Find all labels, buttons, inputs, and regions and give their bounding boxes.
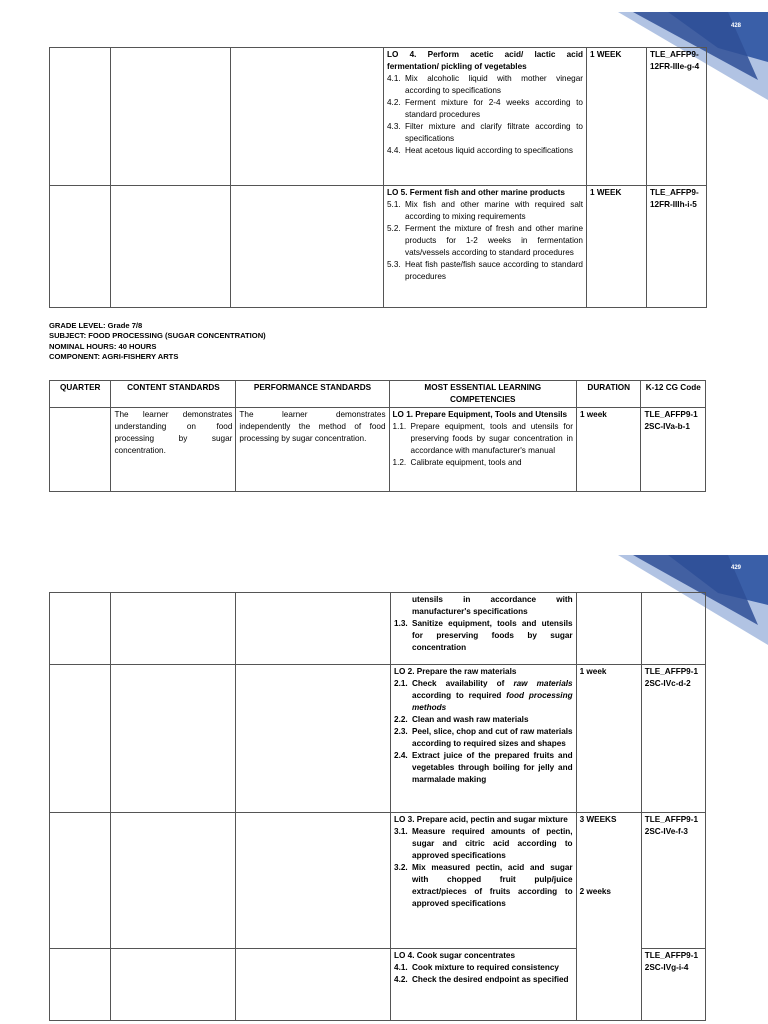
cg-code-cell: TLE_AFFP9-12SC-IVc-d-2 (641, 665, 705, 813)
page-number: 428 (730, 23, 741, 29)
quarter-cell (50, 593, 111, 665)
cg-code-cell: TLE_AFFP9-12FR-IIIe-g-4 (647, 48, 707, 186)
continued-text: utensils in accordance with manufacturer's specifications (412, 595, 573, 616)
duration-cell (576, 593, 641, 665)
content-standard-cell (111, 48, 231, 186)
duration-cell: 1 week (576, 665, 641, 813)
list-item: 4.3. Filter mixture and clarify filtrate according to specifications (387, 122, 583, 143)
content-standard-cell (111, 665, 235, 813)
quarter-cell (50, 186, 111, 308)
performance-standard-cell (235, 665, 390, 813)
duration-cell: 1 WEEK (587, 48, 647, 186)
duration-cell: 1 WEEK (587, 186, 647, 308)
list-item: 5.3. Heat fish paste/fish sauce according to standard procedures (387, 260, 583, 281)
list-item: 5.1. Mix fish and other marine with required salt according to mixing requirements (387, 200, 583, 221)
list-item: 2.3. Peel, slice, chop and cut of raw materials according to required sizes and shapes (394, 727, 573, 748)
table-row (50, 665, 706, 813)
content-standard-cell (111, 813, 235, 949)
lo-title: LO 5. Ferment fish and other marine products (387, 188, 565, 197)
list-item: 3.2. Mix measured pectin, acid and sugar with chopped fruit pulp/juice extract/pieces of fruits according to approved specifications (394, 863, 573, 908)
table-row (50, 949, 706, 1021)
performance-standard-cell (231, 186, 384, 308)
list-item: 2.1. Check availability of raw materials according to required food processing methods (394, 679, 573, 712)
table-row (50, 48, 707, 186)
competency-cell (384, 48, 587, 186)
performance-standard-cell (235, 813, 390, 949)
column-header-content-standards: CONTENT STANDARDS (111, 381, 236, 408)
cg-code-cell: TLE_AFFP9-12SC-IVa-b-1 (641, 408, 706, 492)
table-row (50, 408, 706, 492)
list-item: 4.4. Heat acetous liquid according to specifications (387, 146, 573, 155)
list-item: 4.2. Ferment mixture for 2-4 weeks according to standard procedures (387, 98, 583, 119)
lo-title: LO 3. Prepare acid, pectin and sugar mixture (394, 815, 568, 824)
column-header-performance-standards: PERFORMANCE STANDARDS (236, 381, 389, 408)
list-item: 1.3. Sanitize equipment, tools and utensils for preserving foods by sugar concentration (394, 619, 573, 652)
table-row (50, 813, 706, 949)
list-item: 1.2. Calibrate equipment, tools and (392, 458, 522, 467)
performance-standard-cell (231, 48, 384, 186)
competency-cell (391, 949, 577, 1021)
page-429 (0, 545, 768, 1024)
curriculum-table (49, 380, 706, 492)
competency-cell (384, 186, 587, 308)
table-header-row (50, 381, 706, 408)
lo-title: LO 2. Prepare the raw materials (394, 667, 517, 676)
competency-cell (389, 408, 576, 492)
cg-code-cell: TLE_AFFP9-12SC-IVg-i-4 (641, 949, 705, 1021)
column-header-duration: DURATION (576, 381, 640, 408)
competency-cell (391, 813, 577, 949)
lo-title: LO 4. Perform acetic acid/ lactic acid fermentation/ pickling of vegetables (387, 50, 583, 71)
quarter-cell (50, 813, 111, 949)
nominal-hours: NOMINAL HOURS: 40 HOURS (49, 341, 157, 351)
performance-standard-cell: The learner demonstrates independently the method of food processing by sugar concentration. (236, 408, 389, 492)
list-item: 3.1. Measure required amounts of pectin, sugar and citric acid according to approved specifications (394, 827, 573, 860)
grade-level: GRADE LEVEL: Grade 7/8 (49, 321, 143, 330)
lo-title: LO 1. Prepare Equipment, Tools and Utensils (392, 410, 568, 419)
quarter-cell (50, 665, 111, 813)
quarter-cell (50, 408, 111, 492)
quarter-cell (50, 48, 111, 186)
content-standard-cell (111, 949, 235, 1021)
duration-cell (576, 949, 641, 1021)
list-item: 1.1. Prepare equipment, tools and utensils for preserving foods by sugar concentration in accordance with manufacturer's manual (392, 422, 573, 455)
list-item: 4.1. Mix alcoholic liquid with mother vinegar according to specifications (387, 74, 583, 95)
table-row (50, 186, 707, 308)
content-standard-cell: The learner demonstrates understanding on food processing by sugar concentration. (111, 408, 236, 492)
list-item: 4.2. Check the desired endpoint as specified (394, 975, 569, 984)
cg-code-cell: TLE_AFFP9-12SC-IVe-f-3 (641, 813, 705, 949)
list-item: 5.2. Ferment the mixture of fresh and other marine products for 1-2 weeks in fermentation vats/vessels according to standard procedures (387, 224, 583, 257)
list-item: 4.1. Cook mixture to required consistency (394, 963, 559, 972)
competency-cell (391, 593, 577, 665)
content-standard-cell (111, 186, 231, 308)
lo-title: LO 4. Cook sugar concentrates (394, 951, 516, 960)
page-number: 429 (730, 565, 741, 571)
column-header-competencies: MOST ESSENTIAL LEARNING COMPETENCIES (389, 381, 576, 408)
curriculum-table-continued (49, 592, 706, 1021)
component: COMPONENT: AGRI-FISHERY ARTS (49, 352, 179, 362)
cg-code-cell (641, 593, 705, 665)
list-item: 2.4. Extract juice of the prepared fruits and vegetables through boiling for jelly and marmalade making (394, 751, 573, 784)
duration-total: 3 WEEKS (579, 815, 617, 824)
content-standard-cell (111, 593, 235, 665)
performance-standard-cell (235, 949, 390, 1021)
table-row (50, 593, 706, 665)
curriculum-table-continued (49, 47, 707, 308)
list-item: 2.2. Clean and wash raw materials (394, 715, 529, 724)
cg-code-cell: TLE_AFFP9-12FR-IIIh-i-5 (647, 186, 707, 308)
duration-cell (576, 813, 641, 949)
duration-cell: 1 week (576, 408, 640, 492)
course-metadata (49, 321, 266, 363)
duration-lo3: 2 weeks (579, 887, 611, 896)
quarter-cell (50, 949, 111, 1021)
competency-cell (391, 665, 577, 813)
column-header-quarter: QUARTER (50, 381, 111, 408)
subject: SUBJECT: FOOD PROCESSING (SUGAR CONCENTRATION) (49, 331, 266, 341)
column-header-cg-code: K-12 CG Code (641, 381, 706, 408)
performance-standard-cell (235, 593, 390, 665)
